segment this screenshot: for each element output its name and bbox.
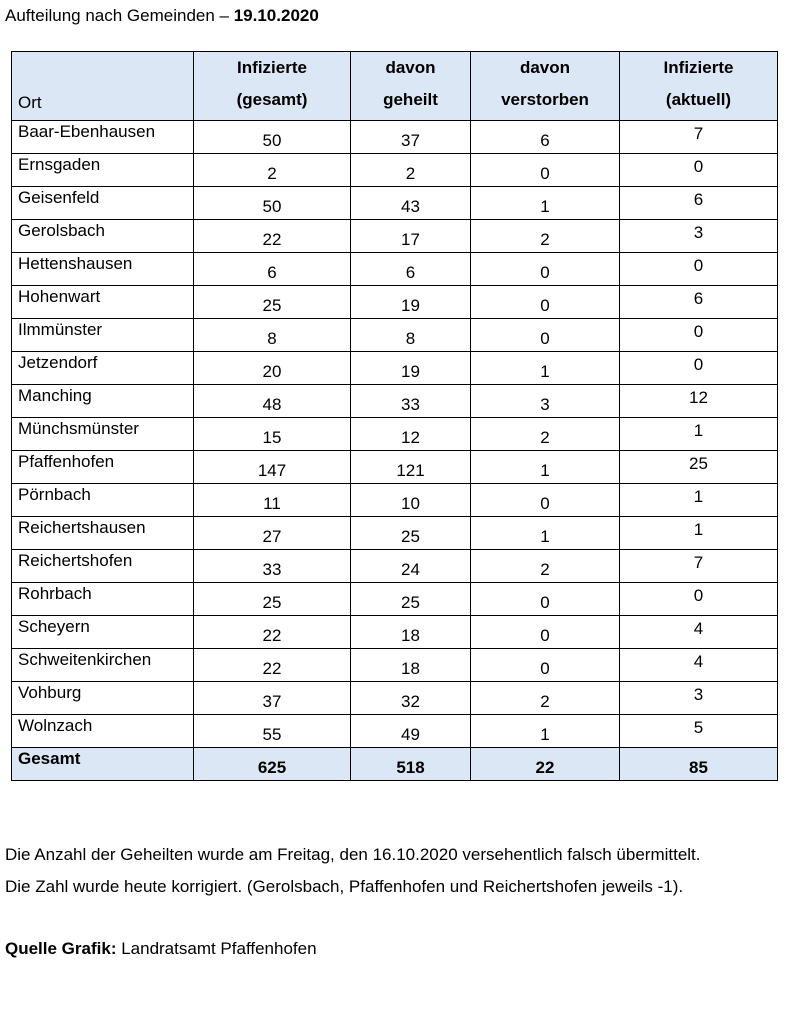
correction-note-line2: Die Zahl wurde heute korrigiert. (Gerolsbach, Pfaffenhofen und Reichertshofen jeweils -1).: [5, 877, 684, 896]
header-infizierte-aktuell: [620, 52, 778, 121]
cell-infizierte-aktuell: 7: [620, 550, 778, 583]
cell-ort: Baar-Ebenhausen: [12, 121, 194, 154]
table-row: [12, 187, 778, 220]
table-row: [12, 253, 778, 286]
cell-geheilt: 49: [351, 715, 471, 748]
cell-infizierte-aktuell: 12: [620, 385, 778, 418]
cell-ort: Pfaffenhofen: [12, 451, 194, 484]
table-body: [12, 121, 778, 748]
cell-geheilt: 19: [351, 286, 471, 319]
cell-verstorben: 0: [471, 616, 620, 649]
cell-infizierte-aktuell: 25: [620, 451, 778, 484]
cell-verstorben: 1: [471, 352, 620, 385]
header-infizierte-gesamt-line1: Infizierte: [237, 58, 307, 77]
cell-infizierte-gesamt: 25: [194, 286, 351, 319]
cell-ort: Münchsmünster: [12, 418, 194, 451]
table-row: [12, 154, 778, 187]
table-row: [12, 319, 778, 352]
cell-infizierte-aktuell: 1: [620, 517, 778, 550]
cell-ort: Geisenfeld: [12, 187, 194, 220]
table-row: [12, 385, 778, 418]
cell-infizierte-aktuell: 7: [620, 121, 778, 154]
table-row: [12, 649, 778, 682]
cell-ort: Reichertshausen: [12, 517, 194, 550]
table-row: [12, 517, 778, 550]
cell-verstorben: 1: [471, 187, 620, 220]
cell-ort: Pörnbach: [12, 484, 194, 517]
cell-infizierte-aktuell: 0: [620, 319, 778, 352]
total-label: Gesamt: [12, 748, 194, 781]
header-geheilt-line1: davon: [385, 58, 436, 77]
table-row: [12, 583, 778, 616]
cell-ort: Gerolsbach: [12, 220, 194, 253]
cell-geheilt: 17: [351, 220, 471, 253]
header-infizierte-gesamt: [194, 52, 351, 121]
cell-geheilt: 25: [351, 517, 471, 550]
cell-ort: Wolnzach: [12, 715, 194, 748]
table-row: [12, 484, 778, 517]
table-row: [12, 616, 778, 649]
cell-infizierte-gesamt: 25: [194, 583, 351, 616]
table-row: [12, 682, 778, 715]
cell-verstorben: 2: [471, 418, 620, 451]
table-footer: [12, 748, 778, 781]
cell-verstorben: 1: [471, 715, 620, 748]
cell-infizierte-aktuell: 4: [620, 649, 778, 682]
header-geheilt-line2: geheilt: [383, 90, 438, 109]
table-row: [12, 451, 778, 484]
cell-geheilt: 2: [351, 154, 471, 187]
table-row: [12, 286, 778, 319]
cell-verstorben: 0: [471, 319, 620, 352]
cell-verstorben: 1: [471, 517, 620, 550]
page-title: [5, 6, 319, 26]
cell-ort: Reichertshofen: [12, 550, 194, 583]
cell-verstorben: 3: [471, 385, 620, 418]
cell-geheilt: 6: [351, 253, 471, 286]
total-geheilt: 518: [351, 748, 471, 781]
cell-infizierte-aktuell: 3: [620, 682, 778, 715]
cell-infizierte-gesamt: 22: [194, 616, 351, 649]
cell-geheilt: 12: [351, 418, 471, 451]
cell-geheilt: 25: [351, 583, 471, 616]
table-row: [12, 121, 778, 154]
cell-verstorben: 0: [471, 286, 620, 319]
cell-geheilt: 10: [351, 484, 471, 517]
table-row: [12, 352, 778, 385]
cell-infizierte-gesamt: 20: [194, 352, 351, 385]
cell-infizierte-gesamt: 22: [194, 220, 351, 253]
cell-infizierte-aktuell: 4: [620, 616, 778, 649]
cell-geheilt: 24: [351, 550, 471, 583]
cell-infizierte-gesamt: 27: [194, 517, 351, 550]
header-verstorben-line2: verstorben: [501, 90, 589, 109]
cell-ort: Scheyern: [12, 616, 194, 649]
cell-geheilt: 18: [351, 616, 471, 649]
cell-infizierte-aktuell: 0: [620, 253, 778, 286]
header-verstorben-line1: davon: [519, 58, 571, 77]
cell-geheilt: 43: [351, 187, 471, 220]
cell-ort: Schweitenkirchen: [12, 649, 194, 682]
header-geheilt: [351, 52, 471, 121]
table-header: [12, 52, 778, 121]
cell-infizierte-aktuell: 1: [620, 484, 778, 517]
cell-infizierte-gesamt: 22: [194, 649, 351, 682]
cell-verstorben: 0: [471, 583, 620, 616]
cell-geheilt: 18: [351, 649, 471, 682]
cell-infizierte-gesamt: 2: [194, 154, 351, 187]
header-infizierte-aktuell-line2: (aktuell): [665, 90, 732, 109]
cell-infizierte-gesamt: 50: [194, 187, 351, 220]
table-row: [12, 715, 778, 748]
cell-ort: Jetzendorf: [12, 352, 194, 385]
total-verstorben: 22: [471, 748, 620, 781]
cell-infizierte-aktuell: 3: [620, 220, 778, 253]
cell-infizierte-gesamt: 55: [194, 715, 351, 748]
cell-ort: Ilmmünster: [12, 319, 194, 352]
cell-infizierte-gesamt: 33: [194, 550, 351, 583]
cell-infizierte-gesamt: 15: [194, 418, 351, 451]
municipality-table: [11, 51, 778, 781]
cell-ort: Ernsgaden: [12, 154, 194, 187]
cell-infizierte-aktuell: 0: [620, 352, 778, 385]
cell-verstorben: 0: [471, 484, 620, 517]
cell-infizierte-gesamt: 37: [194, 682, 351, 715]
cell-infizierte-aktuell: 6: [620, 286, 778, 319]
cell-ort: Manching: [12, 385, 194, 418]
cell-verstorben: 0: [471, 154, 620, 187]
cell-infizierte-gesamt: 11: [194, 484, 351, 517]
cell-infizierte-aktuell: 1: [620, 418, 778, 451]
title-text: Aufteilung nach Gemeinden –: [5, 6, 234, 25]
cell-ort: Hohenwart: [12, 286, 194, 319]
cell-infizierte-aktuell: 0: [620, 583, 778, 616]
cell-verstorben: 2: [471, 550, 620, 583]
cell-verstorben: 2: [471, 682, 620, 715]
header-infizierte-aktuell-line1: Infizierte: [663, 58, 734, 77]
source-credit: [5, 939, 317, 959]
cell-verstorben: 2: [471, 220, 620, 253]
cell-verstorben: 0: [471, 649, 620, 682]
cell-verstorben: 0: [471, 253, 620, 286]
cell-geheilt: 19: [351, 352, 471, 385]
total-aktuell: 85: [620, 748, 778, 781]
header-verstorben: [471, 52, 620, 121]
cell-verstorben: 1: [471, 451, 620, 484]
cell-geheilt: 32: [351, 682, 471, 715]
cell-geheilt: 37: [351, 121, 471, 154]
title-date: 19.10.2020: [233, 6, 319, 25]
cell-infizierte-aktuell: 6: [620, 187, 778, 220]
cell-geheilt: 8: [351, 319, 471, 352]
table-row: [12, 418, 778, 451]
cell-ort: Vohburg: [12, 682, 194, 715]
total-row: [12, 748, 778, 781]
cell-infizierte-gesamt: 48: [194, 385, 351, 418]
header-ort: Ort: [12, 52, 194, 121]
cell-infizierte-gesamt: 147: [194, 451, 351, 484]
cell-ort: Rohrbach: [12, 583, 194, 616]
cell-infizierte-gesamt: 8: [194, 319, 351, 352]
cell-infizierte-gesamt: 50: [194, 121, 351, 154]
total-gesamt: 625: [194, 748, 351, 781]
cell-infizierte-aktuell: 5: [620, 715, 778, 748]
cell-infizierte-aktuell: 0: [620, 154, 778, 187]
cell-ort: Hettenshausen: [12, 253, 194, 286]
table-row: [12, 220, 778, 253]
header-infizierte-gesamt-line2: (gesamt): [236, 90, 308, 109]
correction-note-line1: Die Anzahl der Geheilten wurde am Freitag, den 16.10.2020 versehentlich falsch übermittelt.: [5, 845, 701, 864]
table-row: [12, 550, 778, 583]
cell-geheilt: 33: [351, 385, 471, 418]
cell-geheilt: 121: [351, 451, 471, 484]
cell-verstorben: 6: [471, 121, 620, 154]
source-value: Landratsamt Pfaffenhofen: [116, 939, 317, 958]
cell-infizierte-gesamt: 6: [194, 253, 351, 286]
source-label: Quelle Grafik:: [5, 939, 117, 958]
